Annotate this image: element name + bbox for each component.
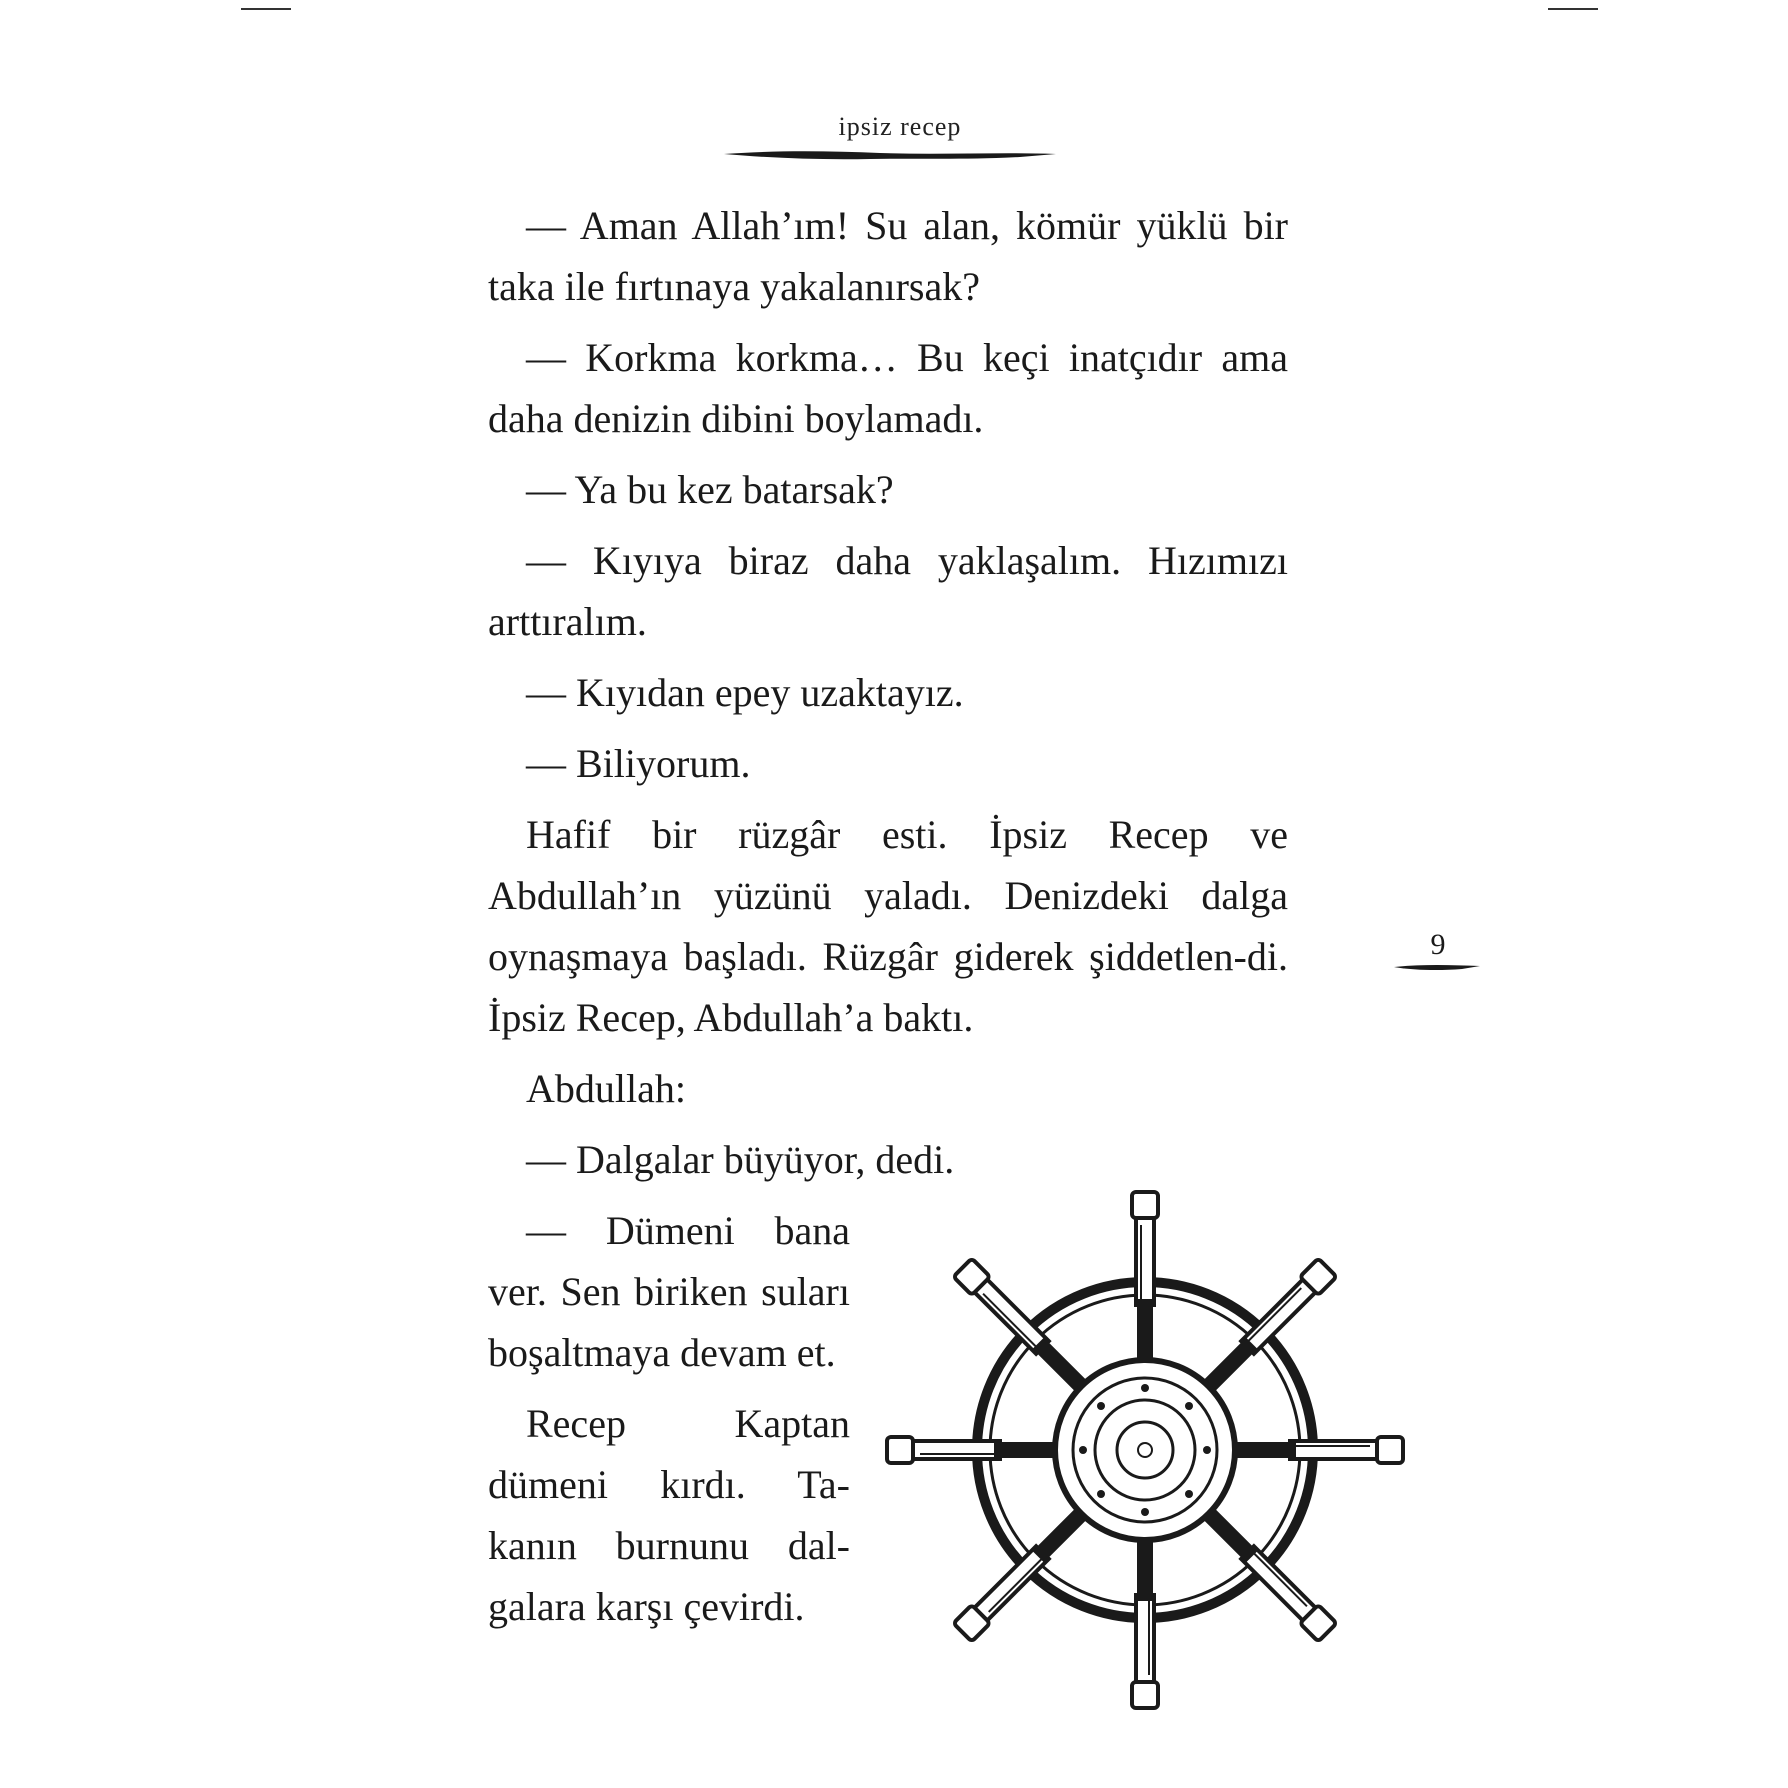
paragraph-2: — Korkma korkma… Bu keçi inatçıdır ama daha denizin dibini boylamadı. (488, 335, 1288, 441)
paragraph-11: Recep Kaptan dümeni kırdı. Ta-kanın burnunu dal-galara karşı çevirdi. (488, 1401, 850, 1629)
paragraph-5: — Kıyıdan epey uzaktayız. (526, 670, 964, 715)
paragraph-6: — Biliyorum. (526, 741, 751, 786)
page-number: 9 (1430, 928, 1446, 961)
running-head-title: ipsiz recep (838, 112, 962, 141)
ship-wheel-icon (880, 1185, 1410, 1715)
paragraph-1: — Aman Allah’ım! Su alan, kömür yüklü bir taka ile fırtınaya yakalanırsak? (488, 203, 1288, 309)
paragraph-8: Abdullah: (526, 1066, 686, 1111)
page-number-brush-stroke (1392, 960, 1482, 974)
paragraph-10: — Dümeni bana ver. Sen biriken suları boşaltmaya devam et. (488, 1208, 850, 1375)
crop-mark-right (1548, 8, 1598, 10)
paragraph-3: — Ya bu kez batarsak? (526, 467, 894, 512)
paragraph-4: — Kıyıya biraz daha yaklaşalım. Hızımızı arttıralım. (488, 538, 1288, 644)
paragraph-9: — Dalgalar büyüyor, dedi. (526, 1137, 955, 1182)
header-brush-stroke (720, 146, 1060, 164)
crop-mark-left (241, 8, 291, 10)
paragraph-7: Hafif bir rüzgâr esti. İpsiz Recep ve Abdullah’ın yüzünü yaladı. Denizdeki dalga oynaşmaya başladı. Rüzgâr giderek şiddetlen-di. İpsiz Recep, Abdullah’a baktı. (488, 812, 1288, 1040)
